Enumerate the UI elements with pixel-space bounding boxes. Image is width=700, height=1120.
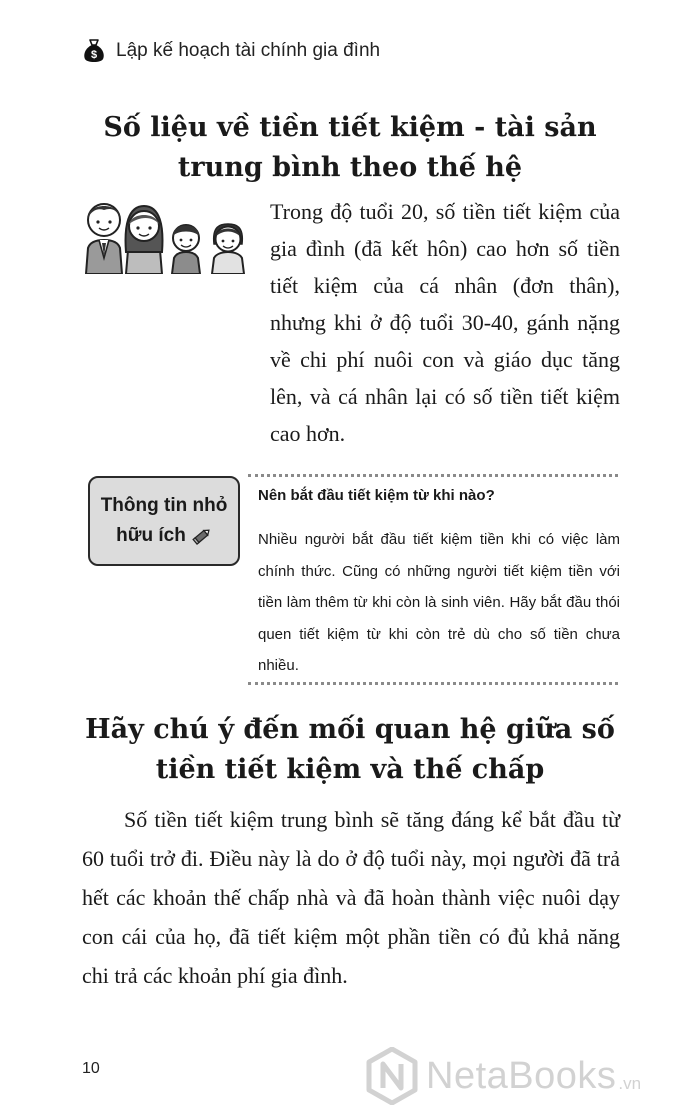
netabooks-logo-icon bbox=[366, 1047, 418, 1105]
tip-badge-line1: Thông tin nhỏ bbox=[100, 495, 228, 516]
tip-answer-text: Nhiều người bắt đầu tiết kiệm tiền khi có việc làm chính thức. Cũng có những người tiết kiệm tiền với tiền làm thêm từ khi còn là sinh viên. Hãy bắt đầu thói quen tiết kiệm từ khi còn trẻ dù cho số tiền chưa nhiều. bbox=[258, 531, 620, 674]
tip-question: Nên bắt đầu tiết kiệm từ khi nào? bbox=[258, 487, 495, 504]
page-header bbox=[82, 36, 380, 66]
running-header-title: Lập kế hoạch tài chính gia đình bbox=[116, 40, 381, 61]
tip-badge bbox=[88, 476, 240, 566]
watermark bbox=[366, 1046, 641, 1106]
pencil-icon bbox=[192, 526, 212, 546]
section-title-savings-by-generation: Số liệu về tiền tiết kiệm - tài sản trung bình theo thế hệ bbox=[103, 112, 597, 183]
money-bag-icon bbox=[82, 38, 106, 64]
mother-figure-icon bbox=[126, 206, 163, 274]
section2-body-text: Số tiền tiết kiệm trung bình sẽ tăng đáng kể bắt đầu từ 60 tuổi trở đi. Điều này là do ở độ tuổi này, mọi người đã trả hết các khoản thế chấp nhà và đã hoàn thành việc nuôi dạy con cái của họ, đã tiết kiệm một phần tiền có đủ khả năng chi trả các khoản phí gia đình. bbox=[82, 807, 620, 988]
family-illustration bbox=[82, 196, 254, 274]
page-number: 10 bbox=[82, 1060, 100, 1077]
watermark-brand: NetaBooks bbox=[426, 1054, 617, 1097]
son-figure-icon bbox=[172, 225, 200, 274]
watermark-suffix: .vn bbox=[618, 1074, 642, 1093]
father-figure-icon bbox=[86, 204, 122, 274]
section-title-savings-and-mortgage: Hãy chú ý đến mối quan hệ giữa số tiền tiết kiệm và thế chấp bbox=[85, 714, 615, 785]
svg-text:$: $ bbox=[90, 49, 98, 61]
tip-badge-line2: hữu ích bbox=[116, 525, 186, 546]
tip-divider-bottom bbox=[248, 682, 618, 685]
tip-divider-top bbox=[248, 474, 618, 477]
section1-body-text: Trong độ tuổi 20, số tiền tiết kiệm của gia đình (đã kết hôn) cao hơn số tiền tiết kiệm của cá nhân (đơn thân), nhưng khi ở độ tuổi 30-40, gánh nặng về chi phí nuôi con và giáo dục tăng lên, và cá nhân lại có số tiền tiết kiệm cao hơn. bbox=[270, 199, 620, 446]
daughter-figure-icon bbox=[212, 224, 244, 274]
